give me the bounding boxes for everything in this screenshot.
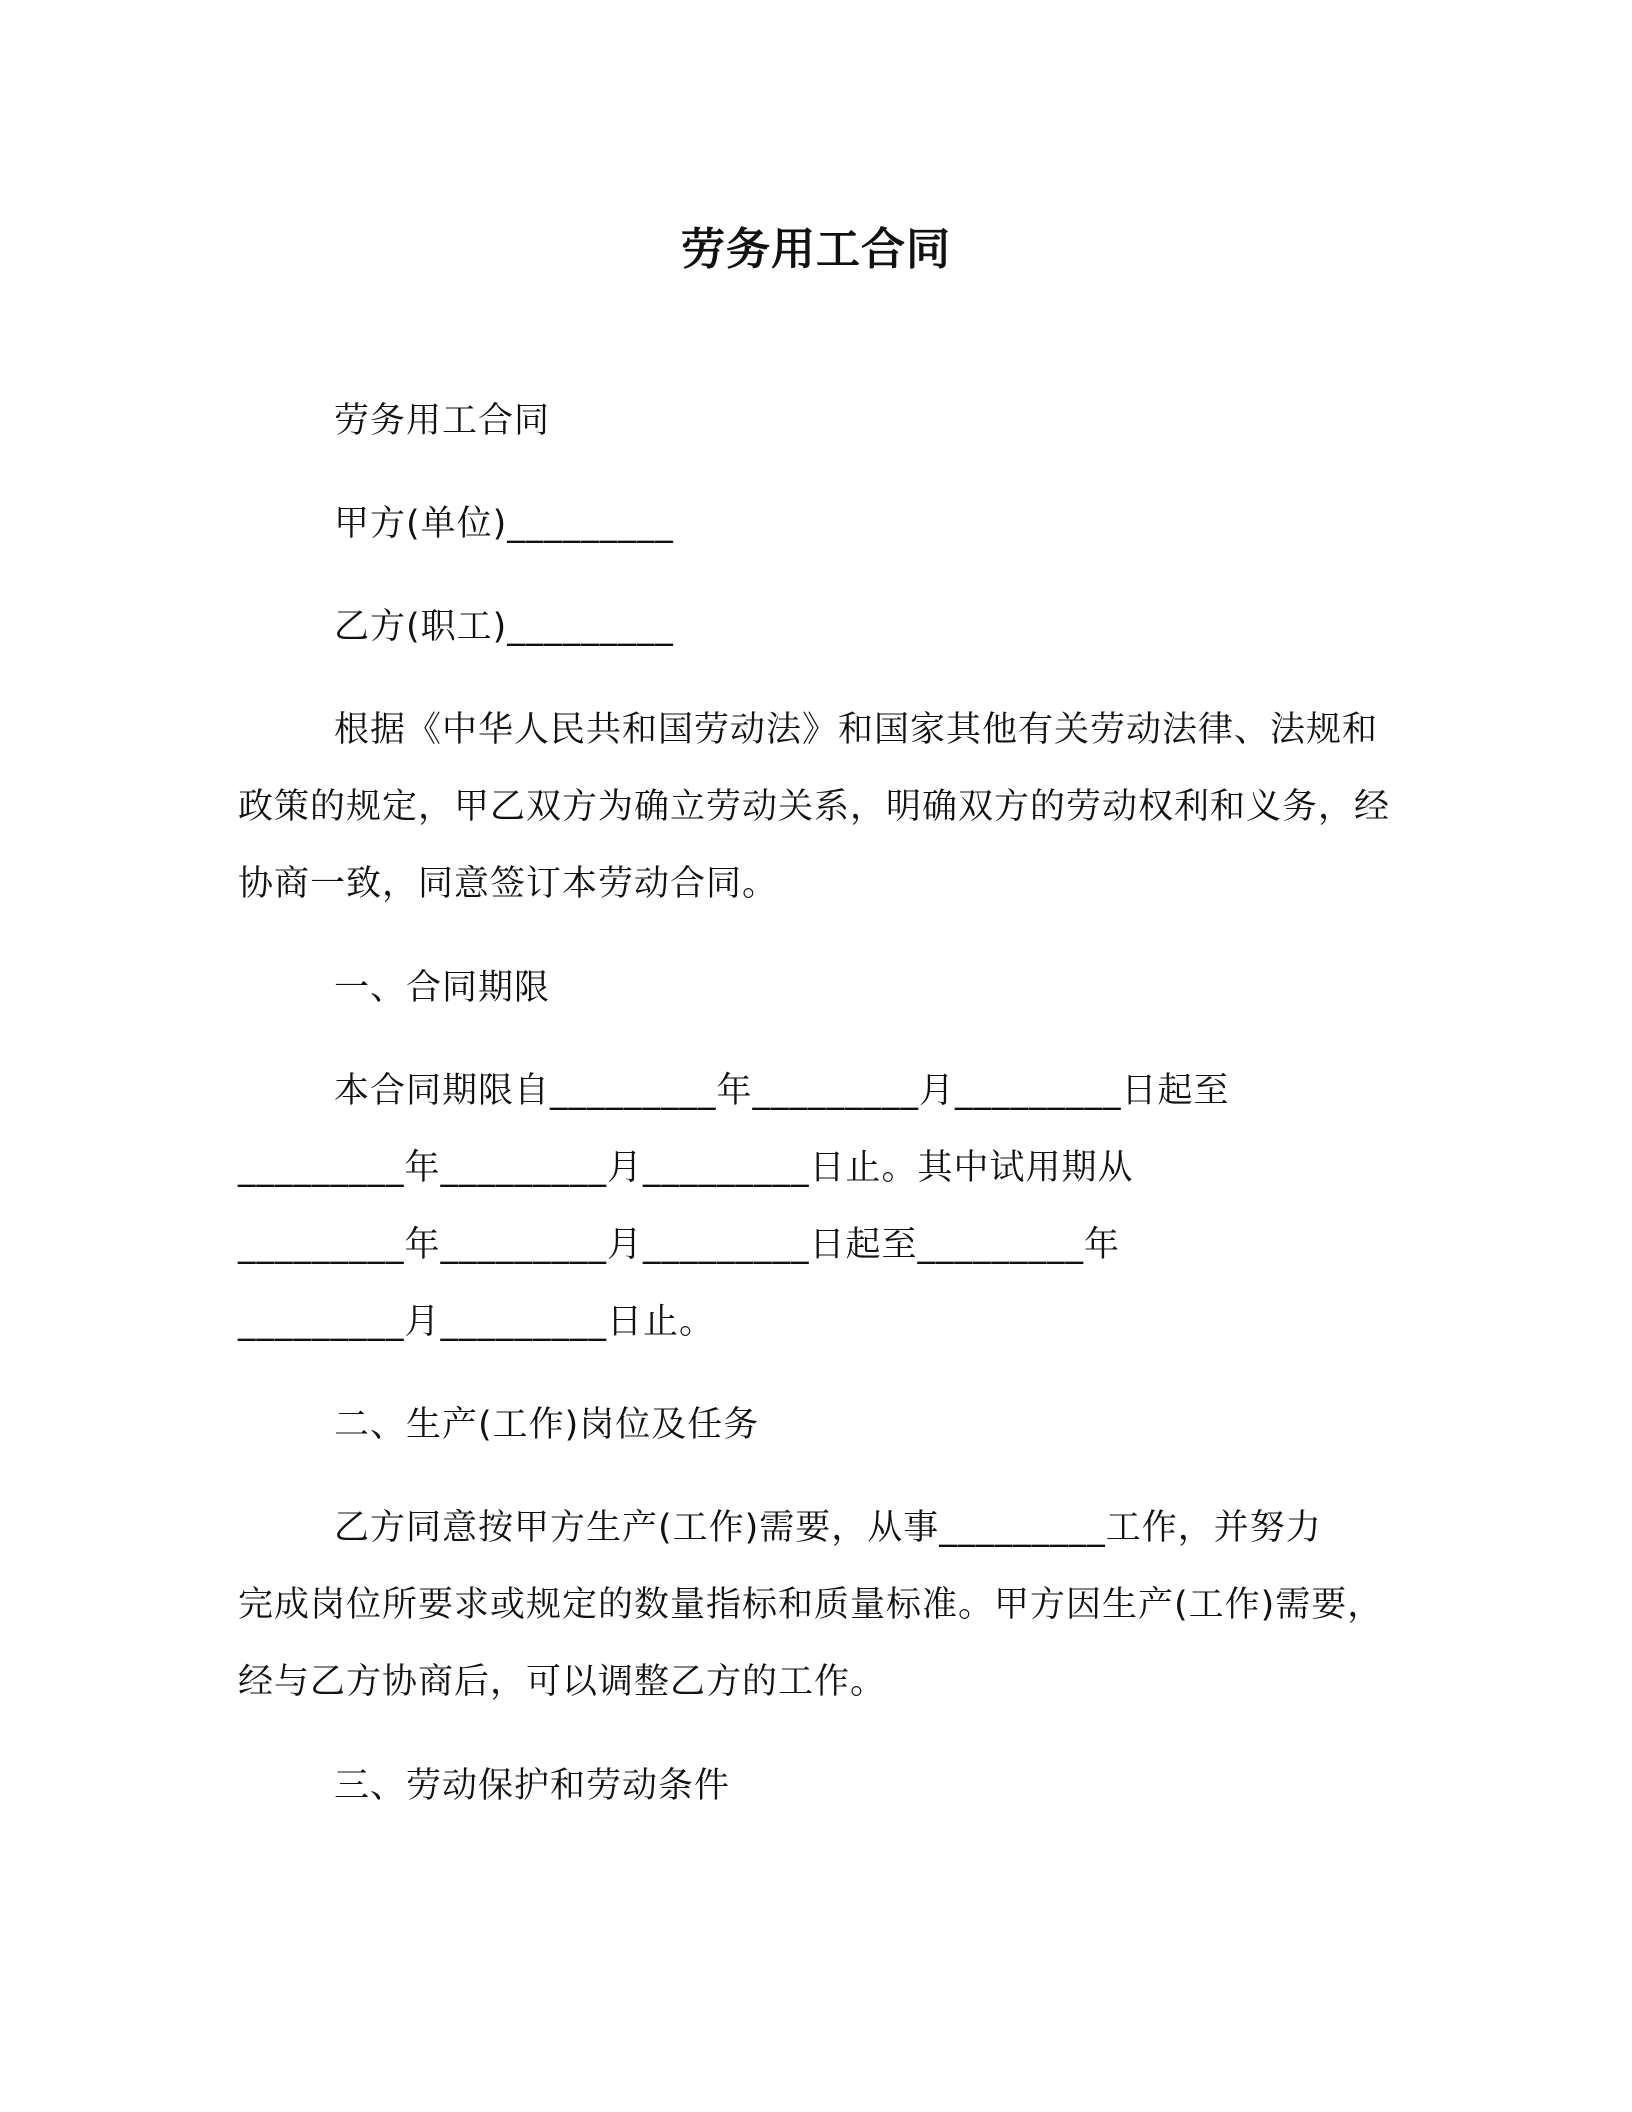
section-1-body [238, 1053, 1408, 1361]
section-2-heading: 二、生产(工作)岗位及任务 [334, 1405, 760, 1445]
party-b-line: 乙方(职工)_________ [334, 607, 674, 647]
section-2-line: 乙方同意按甲方生产(工作)需要，从事_________工作，并努力 [334, 1508, 1322, 1548]
section-2-line: 经与乙方协商后，可以调整乙方的工作。 [238, 1662, 887, 1702]
section-1-heading: 一、合同期限 [334, 968, 551, 1008]
section-1-line: _________年_________月_________日止。其中试用期从 [238, 1148, 1134, 1188]
section-2-body [238, 1490, 1408, 1721]
document-title: 劳务用工合同 [681, 224, 951, 275]
section-2-line: 完成岗位所要求或规定的数量指标和质量标准。甲方因生产(工作)需要， [238, 1585, 1384, 1625]
section-3-heading: 三、劳动保护和劳动条件 [334, 1766, 731, 1806]
document-subtitle: 劳务用工合同 [334, 401, 551, 441]
section-1-line: _________年_________月_________日起至_________年 [238, 1225, 1121, 1265]
preamble-paragraph: 根据《中华人民共和国劳动法》和国家其他有关劳动法律、法规和政策的规定，甲乙双方为确立劳动关系，明确双方的劳动权利和义务，经协商一致，同意签订本劳动合同。 [238, 710, 1391, 904]
section-1-line: 本合同期限自_________年_________月_________日起至 [334, 1071, 1230, 1111]
section-1-line: _________月_________日止。 [238, 1302, 716, 1342]
party-a-line: 甲方(单位)_________ [334, 504, 674, 544]
